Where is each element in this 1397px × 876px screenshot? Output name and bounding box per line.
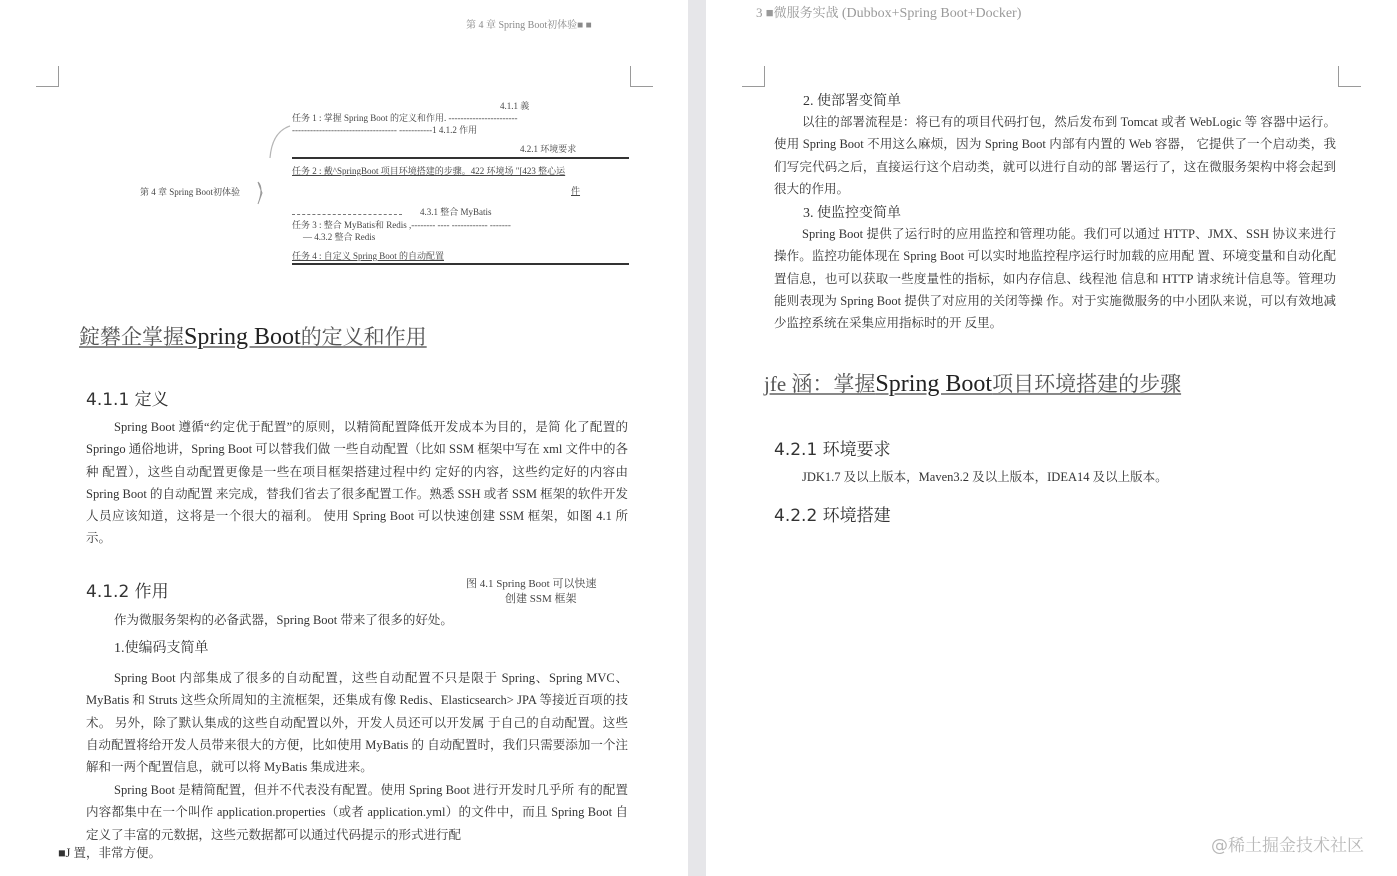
right-page [706,0,1397,876]
watermark: @稀土掘金技术社区 [1211,836,1364,856]
running-header-paren: (Dubbox+Spring Boot+Docker) [841,6,1022,21]
section-title-suffix: 的定义和作用 [300,325,427,349]
paragraph-item3: Spring Boot 提供了运行时的应用监控和管理功能。我们可以通过 HTTP、JMX、SSH 协议来进行操作。监控功能体现在 Spring Boot 可以实时地监控程序运行时加载的应用配 置、环境变量和自动化配置信息，也可以获取一些度量性的指标，如内存信息、线程池 信息和 HTTP 请求统计信息等。管理功能则表现为 Spring Boot 提供了对应用的关闭等操 作。对于实施微服务的中小团队来说，可以有效地减少监控系统在采集应用指标时的开 反里。 [774,227,1336,331]
page-gutter [688,0,706,876]
section-title-prefix: jfe 涵：掌握 [764,372,876,396]
heading-item2: 2. 使部署变简单 [803,94,901,109]
paragraph-421: JDK1.7 及以上版本，Maven3.2 及以上版本，IDEA14 及以上版本。 [802,470,1168,484]
section-title-suffix: 项目环境搭建的步骤 [992,372,1182,396]
heading-422: 4.2.2 环境搭建 [774,506,891,526]
running-header [756,2,1021,22]
mindmap-task4: 任务 4 : 自定义 Spring Boot 的自动配置 [292,251,445,261]
section-title-prefix: 錠礬企掌握 [79,325,184,349]
mindmap-task1: 任务 1 : 掌握 Spring Boot 的定义和作用. ----------------------- [292,113,518,123]
paragraph-item2: 以往的部署流程是：将已有的项目代码打包，然后发布到 Tomcat 或者 WebLogic 等 容器中运行。使用 Spring Boot 不用这么麻烦，因为 Spring Boot 内部有内置的 Web 容器， 它提供了一个启动类，我们写完代码之后，直接运行这个启动类，就可以进行自动的部 署运行了，这在微服务架构中将会起到很大的作用。 [774,115,1336,196]
mindmap-node-411: 4.1.1 義 [500,101,530,111]
section-title-main: Spring Boot [875,371,993,397]
mindmap-task2-tail: 件 [571,186,581,196]
mindmap-task3: 任务 3 : 整合 MyBatis和 Redis ,-------- ---- ------------ ------- [292,220,511,230]
mindmap-node-431: 4.3.1 整合 MyBatis [420,207,492,217]
figure-caption-line1: 图 4.1 Spring Boot 可以快速 [466,578,597,590]
page-footer-text: ■J 置，非常方便。 [58,846,162,860]
heading-412: 4.1.2 作用 [86,582,169,602]
section-title-main: Spring Boot [184,324,301,350]
mindmap-task3-sub: — 4.3.2 整合 Redis [303,232,376,242]
heading-item1: 1.使编码支简单 [114,641,209,656]
crop-mark-top-right [630,66,653,87]
left-page [0,0,688,876]
running-header-prefix: 3 ■微服务实战 [756,5,839,20]
figure-caption-line2: 创建 SSM 框架 [505,593,577,605]
paragraph-item1: Spring Boot 内部集成了很多的自动配置，这些自动配置不只是限于 Spring、Spring MVC、MyBatis 和 Struts 这些众所周知的主流框架，还集成有像 Redis、Elasticsearch> JPA 等接近百项的技术。 另外，除了默认集成的这些自动配置以外，开发人员还可以开发属 于自己的自动配置。这些自动配置将给开发人员带来很大的方便，比如使用 MyBatis 的 自动配置时，我们只需要添加一个注解和一两个配置信息，就可以将 MyBatis 集成进来。 [86,671,628,775]
section-title-42 [764,368,1181,398]
paragraph-item1b: Spring Boot 是精简配置，但并不代表没有配置。使用 Spring Boot 进行开发时几乎所 有的配置内容都集中在一个叫作 application.properties（或者 application.yml）的文件中，而且 Spring Boot 自定义了丰富的元数据，这些元数据都可以通过代码提示的形式进行配 [86,783,628,842]
paragraph-411: Spring Boot 遵循“约定优于配置”的原则，以精简配置降低开发成本为目的，是简 化了配置的 Springo 通俗地讲，Spring Boot 可以替我们做 一些自动配置（比如 SSM 框架中写在 xml 文件中的各种 配置），这些自动配置更像是一些在项目框架搭建过程中约 定好的内容，这些约定好的内容由 Spring Boot 的自动配置 来完成，替我们省去了很多配置工作。熟悉 SSH 或者 SSM 框架的软件开发人员应该知道，这将是一个很大的福利。 使用 Spring Boot 可以快速创建 SSM 框架，如图 4.1 所示。 [86,420,628,546]
mindmap-task2: 任务 2 : 戴^SpringBoot 项目环境搭建的步骤。422 环境场 "[423 整心运 [292,166,566,176]
mindmap-node-421: 4.2.1 环境要求 [520,144,577,154]
mindmap-rule-2 [292,263,629,265]
section-title-41 [79,321,427,351]
mindmap-rule-1 [292,157,629,159]
mindmap-root: 第 4 章 Spring Boot初体验 [140,187,241,197]
heading-411: 4.1.1 定义 [86,390,169,410]
running-header: 第 4 章 Spring Boot初体验■ ■ [466,20,592,31]
crop-mark-top-left [742,66,765,87]
crop-mark-top-right [1338,66,1361,87]
mindmap-dash [292,214,402,215]
crop-mark-top-left [36,66,59,87]
mindmap-task1-sub: ----------------------------------- -----------1 4.1.2 作用 [292,125,478,135]
paragraph-412: 作为微服务架构的必备武器，Spring Boot 带来了很多的好处。 [114,613,453,627]
heading-421: 4.2.1 环境要求 [774,440,891,460]
heading-item3: 3. 使监控变简单 [803,206,901,221]
